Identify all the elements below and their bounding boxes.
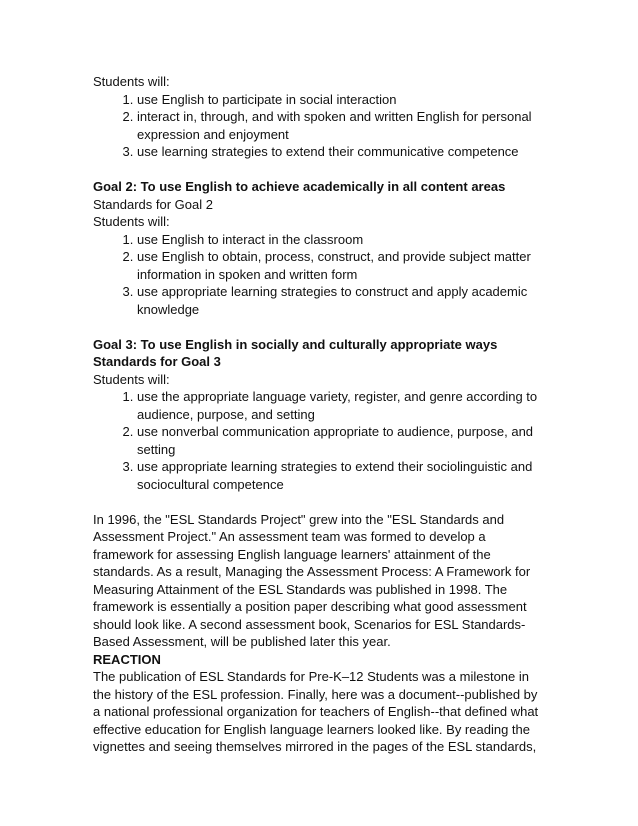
goal3-heading: Goal 3: To use English in socially and culturally appropriate ways bbox=[93, 336, 498, 352]
list-item: 3. use appropriate learning strategies to extend their sociolinguistic and sociocultural competence bbox=[137, 458, 548, 493]
goal2-standards-label: Standards for Goal 2 bbox=[93, 196, 213, 212]
list-item: 2. interact in, through, and with spoken and written English for personal expression and enjoyment bbox=[137, 108, 548, 143]
list-item: 1. use the appropriate language variety, register, and genre according to audience, purpose, and setting bbox=[137, 388, 548, 423]
list-item: 2. use English to obtain, process, construct, and provide subject matter information in spoken and written form bbox=[137, 248, 548, 283]
reaction-heading: REACTION bbox=[93, 651, 161, 667]
list-item: 3. use appropriate learning strategies to construct and apply academic knowledge bbox=[137, 283, 548, 318]
reaction-paragraph: The publication of ESL Standards for Pre-K–12 Students was a milestone in the history of the ESL profession. Finally, here was a document--published by a national professional organization for teachers of English--that defined what effective education for English language learners looked like. By reading the vignettes and seeing themselves mirrored in the pages of the ESL standards, bbox=[93, 669, 539, 754]
goal3-standards-list bbox=[93, 388, 548, 493]
list-item: 1. use English to interact in the classroom bbox=[137, 231, 548, 249]
goal2-heading: Goal 2: To use English to achieve academically in all content areas bbox=[93, 179, 506, 194]
history-paragraph: In 1996, the "ESL Standards Project" grew into the "ESL Standards and Assessment Project." An assessment team was formed to develop a framework for assessing English language learners' attainment of the standards. As a result, Managing the Assessment Process: A Framework for Measuring Attainment of the ESL Standards was published in 1998. The framework is essentially a position paper describing what good assessment should look like. A second assessment book, Scenarios for ESL Standards-Based Assessment, will be published later this year. bbox=[93, 511, 531, 649]
students-will-label: Students will: bbox=[93, 214, 170, 229]
goal3-standards-label: Standards for Goal 3 bbox=[93, 354, 221, 369]
students-will-label: Students will: bbox=[93, 371, 170, 387]
goal1-standards-list bbox=[93, 91, 548, 161]
list-item: 3. use learning strategies to extend their communicative competence bbox=[137, 143, 548, 161]
list-item: 1. use English to participate in social interaction bbox=[137, 91, 548, 109]
list-item: 2. use nonverbal communication appropriate to audience, purpose, and setting bbox=[137, 423, 548, 458]
students-will-label: Students will: bbox=[93, 74, 170, 89]
goal2-standards-list bbox=[93, 231, 548, 319]
